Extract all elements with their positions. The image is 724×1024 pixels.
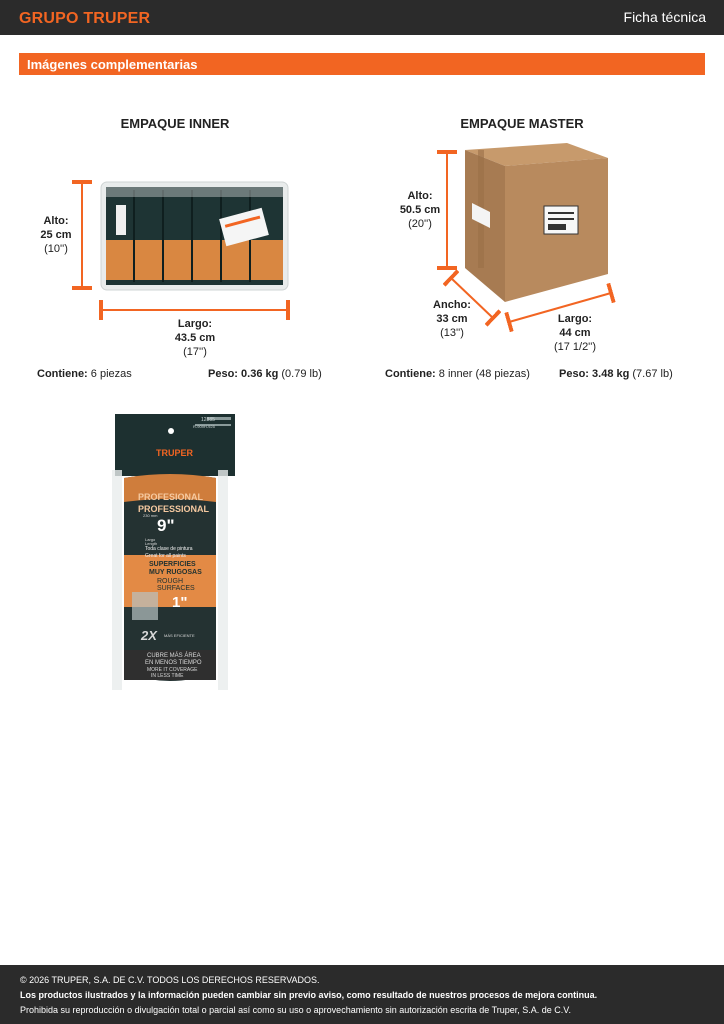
product-line2: PROFESSIONAL: [138, 504, 210, 514]
product-code: 12885: [201, 417, 215, 423]
master-contents: Contiene: 8 inner (48 piezas): [385, 368, 530, 380]
product-efficiency-text: MÁS EFICIENTE: [164, 633, 195, 638]
master-largo: Largo: 44 cm (17 1/2''): [553, 313, 597, 353]
inner-contents: Contiene: 6 piezas: [37, 368, 132, 380]
product-efficiency: 2X: [141, 628, 157, 643]
product-size: 9": [157, 516, 175, 535]
product-surf2: MUY RUGOSAS: [149, 569, 202, 576]
product-cov1: CUBRE MÁS ÁREA: [147, 653, 201, 659]
master-weight: Peso: 3.48 kg (7.67 lb): [559, 368, 673, 380]
inner-title: EMPAQUE INNER: [120, 116, 230, 131]
product-length: Length: [145, 541, 158, 546]
product-cov2: EN MENOS TIEMPO: [145, 660, 202, 666]
inner-weight: Peso: 0.36 kg (0.79 lb): [208, 368, 322, 380]
master-ancho: Ancho: 33 cm (13''): [433, 299, 471, 339]
inner-package-image: [101, 182, 288, 290]
section-title: Imágenes complementarias: [27, 57, 198, 72]
product-largo: Largo: [145, 537, 156, 542]
product-surf3: ROUGH: [157, 578, 184, 585]
product-brand: TRUPER: [156, 448, 194, 458]
product-use1: Toda clase de pintura: [145, 546, 193, 552]
footer-prohibition: Prohibida su reproducción o divulgación total o parcial así como su uso o aprovechamiento sin autorización escrita de Truper, S.A. de C.V.: [20, 1005, 571, 1015]
footer: [0, 965, 724, 1024]
master-title: EMPAQUE MASTER: [460, 116, 584, 131]
product-size-mm: 230 mm: [143, 513, 158, 518]
footer-copyright: © 2026 TRUPER, S.A. DE C.V. TODOS LOS DERECHOS RESERVADOS.: [20, 975, 320, 985]
master-box-image: [465, 143, 608, 302]
product-use2: Great for all paints: [145, 553, 186, 559]
product-nap: 1": [172, 594, 188, 611]
inner-alto: Alto: 25 cm (10''): [40, 215, 72, 255]
product-cov3: MORE IT COVERAGE: [147, 667, 198, 673]
product-model: R-909H-925: [193, 424, 215, 429]
product-cov4: IN LESS TIME: [151, 673, 184, 679]
document-type: Ficha técnica: [623, 9, 706, 25]
inner-largo: Largo: 43.5 cm (17''): [174, 318, 216, 358]
brand-logo: GRUPO TRUPER: [19, 10, 151, 27]
product-surf4: SURFACES: [157, 585, 195, 592]
product-surf1: SUPERFICIES: [149, 561, 196, 568]
master-alto: Alto: 50.5 cm (20''): [399, 190, 441, 230]
footer-notice: Los productos ilustrados y la información pueden cambiar sin previo aviso, como resultado de nuestros procesos de mejora continua.: [20, 990, 598, 1000]
product-line1: PROFESIONAL: [138, 492, 204, 502]
